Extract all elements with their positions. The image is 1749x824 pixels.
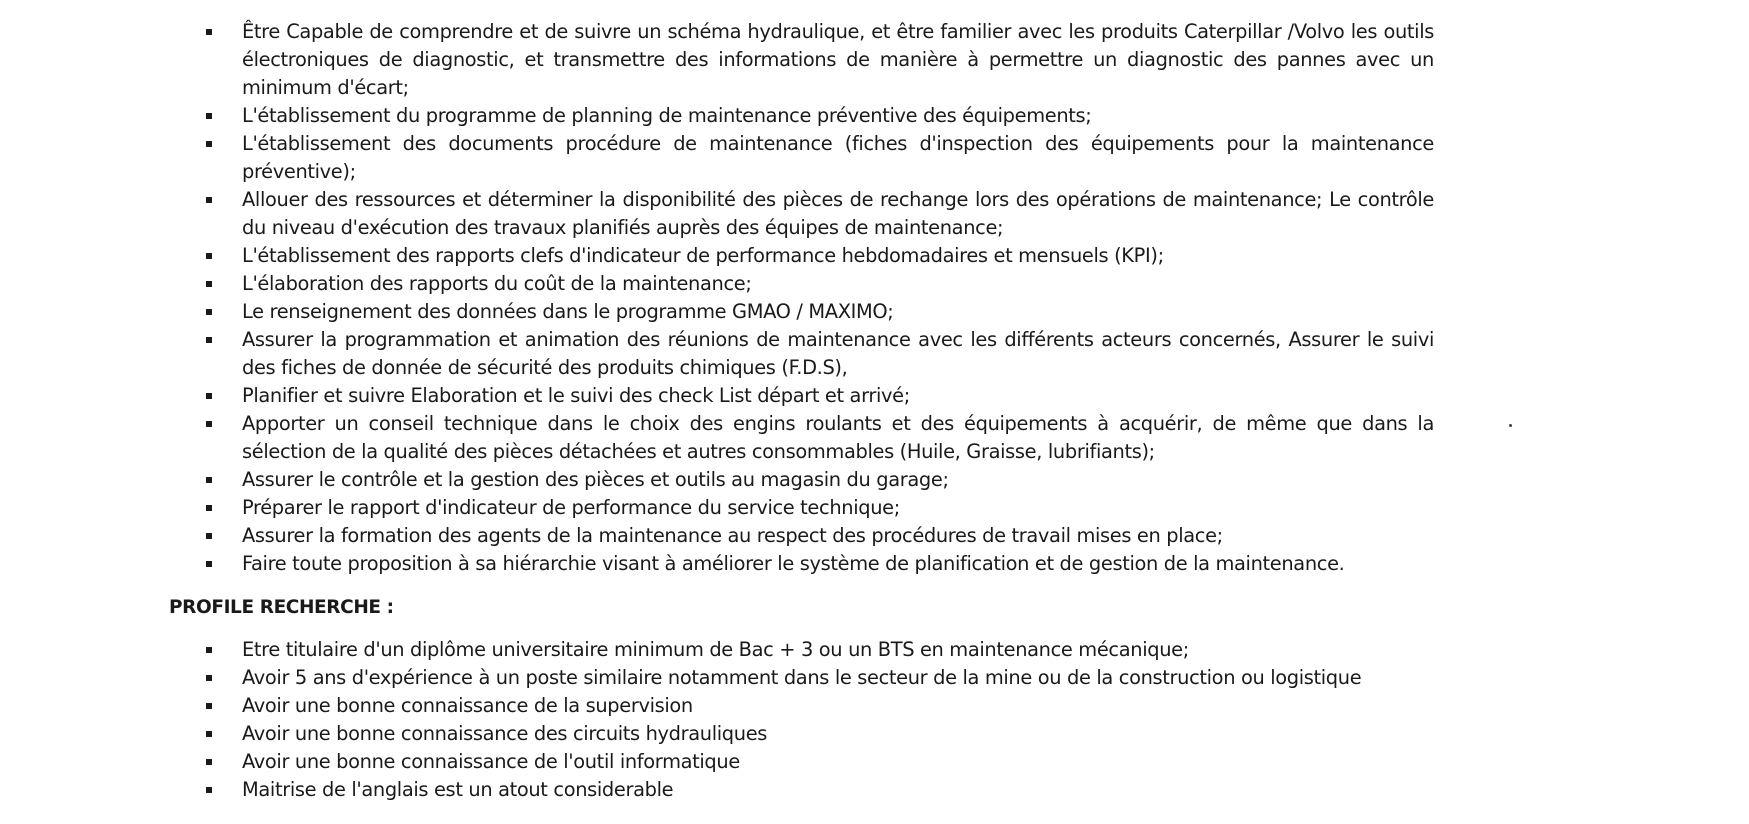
list-item — [0, 748, 1434, 776]
list-item — [0, 692, 1434, 720]
bullet-icon — [206, 561, 212, 567]
bullet-icon — [206, 731, 212, 737]
bullet-icon — [206, 393, 212, 399]
list-item-text: L'établissement du programme de planning de maintenance préventive des équipements; — [242, 104, 1092, 127]
list-item — [0, 550, 1434, 578]
bullet-icon — [206, 505, 212, 511]
profile-heading: PROFILE RECHERCHE : — [169, 597, 394, 618]
bullet-icon — [206, 309, 212, 315]
list-item — [0, 298, 1434, 326]
bullet-icon — [206, 477, 212, 483]
list-item — [0, 18, 1434, 102]
bullet-icon — [206, 29, 212, 35]
list-item-text: Assurer la formation des agents de la maintenance au respect des procédures de travail mises en place; — [242, 524, 1223, 547]
list-item-text: Le renseignement des données dans le programme GMAO / MAXIMO; — [242, 300, 894, 323]
list-item-text: Maitrise de l'anglais est un atout considerable — [242, 778, 674, 801]
list-item-text: Avoir une bonne connaissance de l'outil informatique — [242, 750, 740, 773]
list-item-text: Préparer le rapport d'indicateur de performance du service technique; — [242, 496, 900, 519]
profile-list — [0, 636, 1434, 804]
list-item-text: L'élaboration des rapports du coût de la maintenance; — [242, 272, 752, 295]
bullet-icon — [206, 533, 212, 539]
list-item — [0, 382, 1434, 410]
bullet-icon — [206, 647, 212, 653]
list-item — [0, 466, 1434, 494]
list-item-text: Avoir 5 ans d'expérience à un poste similaire notamment dans le secteur de la mine ou de la construction ou logistique — [242, 666, 1362, 689]
scan-speck — [1509, 424, 1512, 427]
bullet-icon — [206, 197, 212, 203]
bullet-icon — [206, 281, 212, 287]
responsibilities-list — [0, 18, 1434, 578]
bullet-icon — [206, 787, 212, 793]
bullet-icon — [206, 675, 212, 681]
list-item-text: Assurer la programmation et animation des réunions de maintenance avec les différents acteurs concernés, Assurer le suivi des fiches de donnée de sécurité des produits chimiques (F.D.S), — [242, 328, 1434, 379]
list-item-text: Avoir une bonne connaissance de la supervision — [242, 694, 693, 717]
list-item — [0, 522, 1434, 550]
list-item-text: Être Capable de comprendre et de suivre un schéma hydraulique, et être familier avec les produits Caterpillar /Volvo les outils électroniques de diagnostic, et transmettre des informations de manière à permettre un diagnostic des pannes avec un minimum d'écart; — [242, 20, 1434, 99]
list-item-text: Etre titulaire d'un diplôme universitaire minimum de Bac + 3 ou un BTS en maintenance mécanique; — [242, 638, 1189, 661]
list-item-text: Allouer des ressources et déterminer la disponibilité des pièces de rechange lors des opérations de maintenance; Le contrôle du niveau d'exécution des travaux planifiés auprès des équipes de maintenance; — [242, 188, 1434, 239]
list-item-text: Faire toute proposition à sa hiérarchie visant à améliorer le système de planification et de gestion de la maintenance. — [242, 552, 1345, 575]
bullet-icon — [206, 759, 212, 765]
list-item — [0, 410, 1434, 466]
bullet-icon — [206, 337, 212, 343]
list-item-text: Assurer le contrôle et la gestion des pièces et outils au magasin du garage; — [242, 468, 949, 491]
list-item — [0, 130, 1434, 186]
list-item-text: L'établissement des documents procédure de maintenance (fiches d'inspection des équipements pour la maintenance préventive); — [242, 132, 1434, 183]
bullet-icon — [206, 421, 212, 427]
list-item — [0, 326, 1434, 382]
list-item — [0, 242, 1434, 270]
list-item — [0, 102, 1434, 130]
list-item-text: Apporter un conseil technique dans le choix des engins roulants et des équipements à acquérir, de même que dans la sélection de la qualité des pièces détachées et autres consommables (Huile, Graisse, lubrifiants); — [242, 412, 1434, 463]
list-item — [0, 636, 1434, 664]
list-item-text: L'établissement des rapports clefs d'indicateur de performance hebdomadaires et mensuels (KPI); — [242, 244, 1164, 267]
bullet-icon — [206, 703, 212, 709]
bullet-icon — [206, 253, 212, 259]
list-item — [0, 270, 1434, 298]
list-item — [0, 186, 1434, 242]
list-item — [0, 664, 1434, 692]
bullet-icon — [206, 141, 212, 147]
list-item — [0, 776, 1434, 804]
bullet-icon — [206, 113, 212, 119]
list-item — [0, 494, 1434, 522]
list-item-text: Avoir une bonne connaissance des circuits hydrauliques — [242, 722, 768, 745]
list-item-text: Planifier et suivre Elaboration et le suivi des check List départ et arrivé; — [242, 384, 910, 407]
list-item — [0, 720, 1434, 748]
